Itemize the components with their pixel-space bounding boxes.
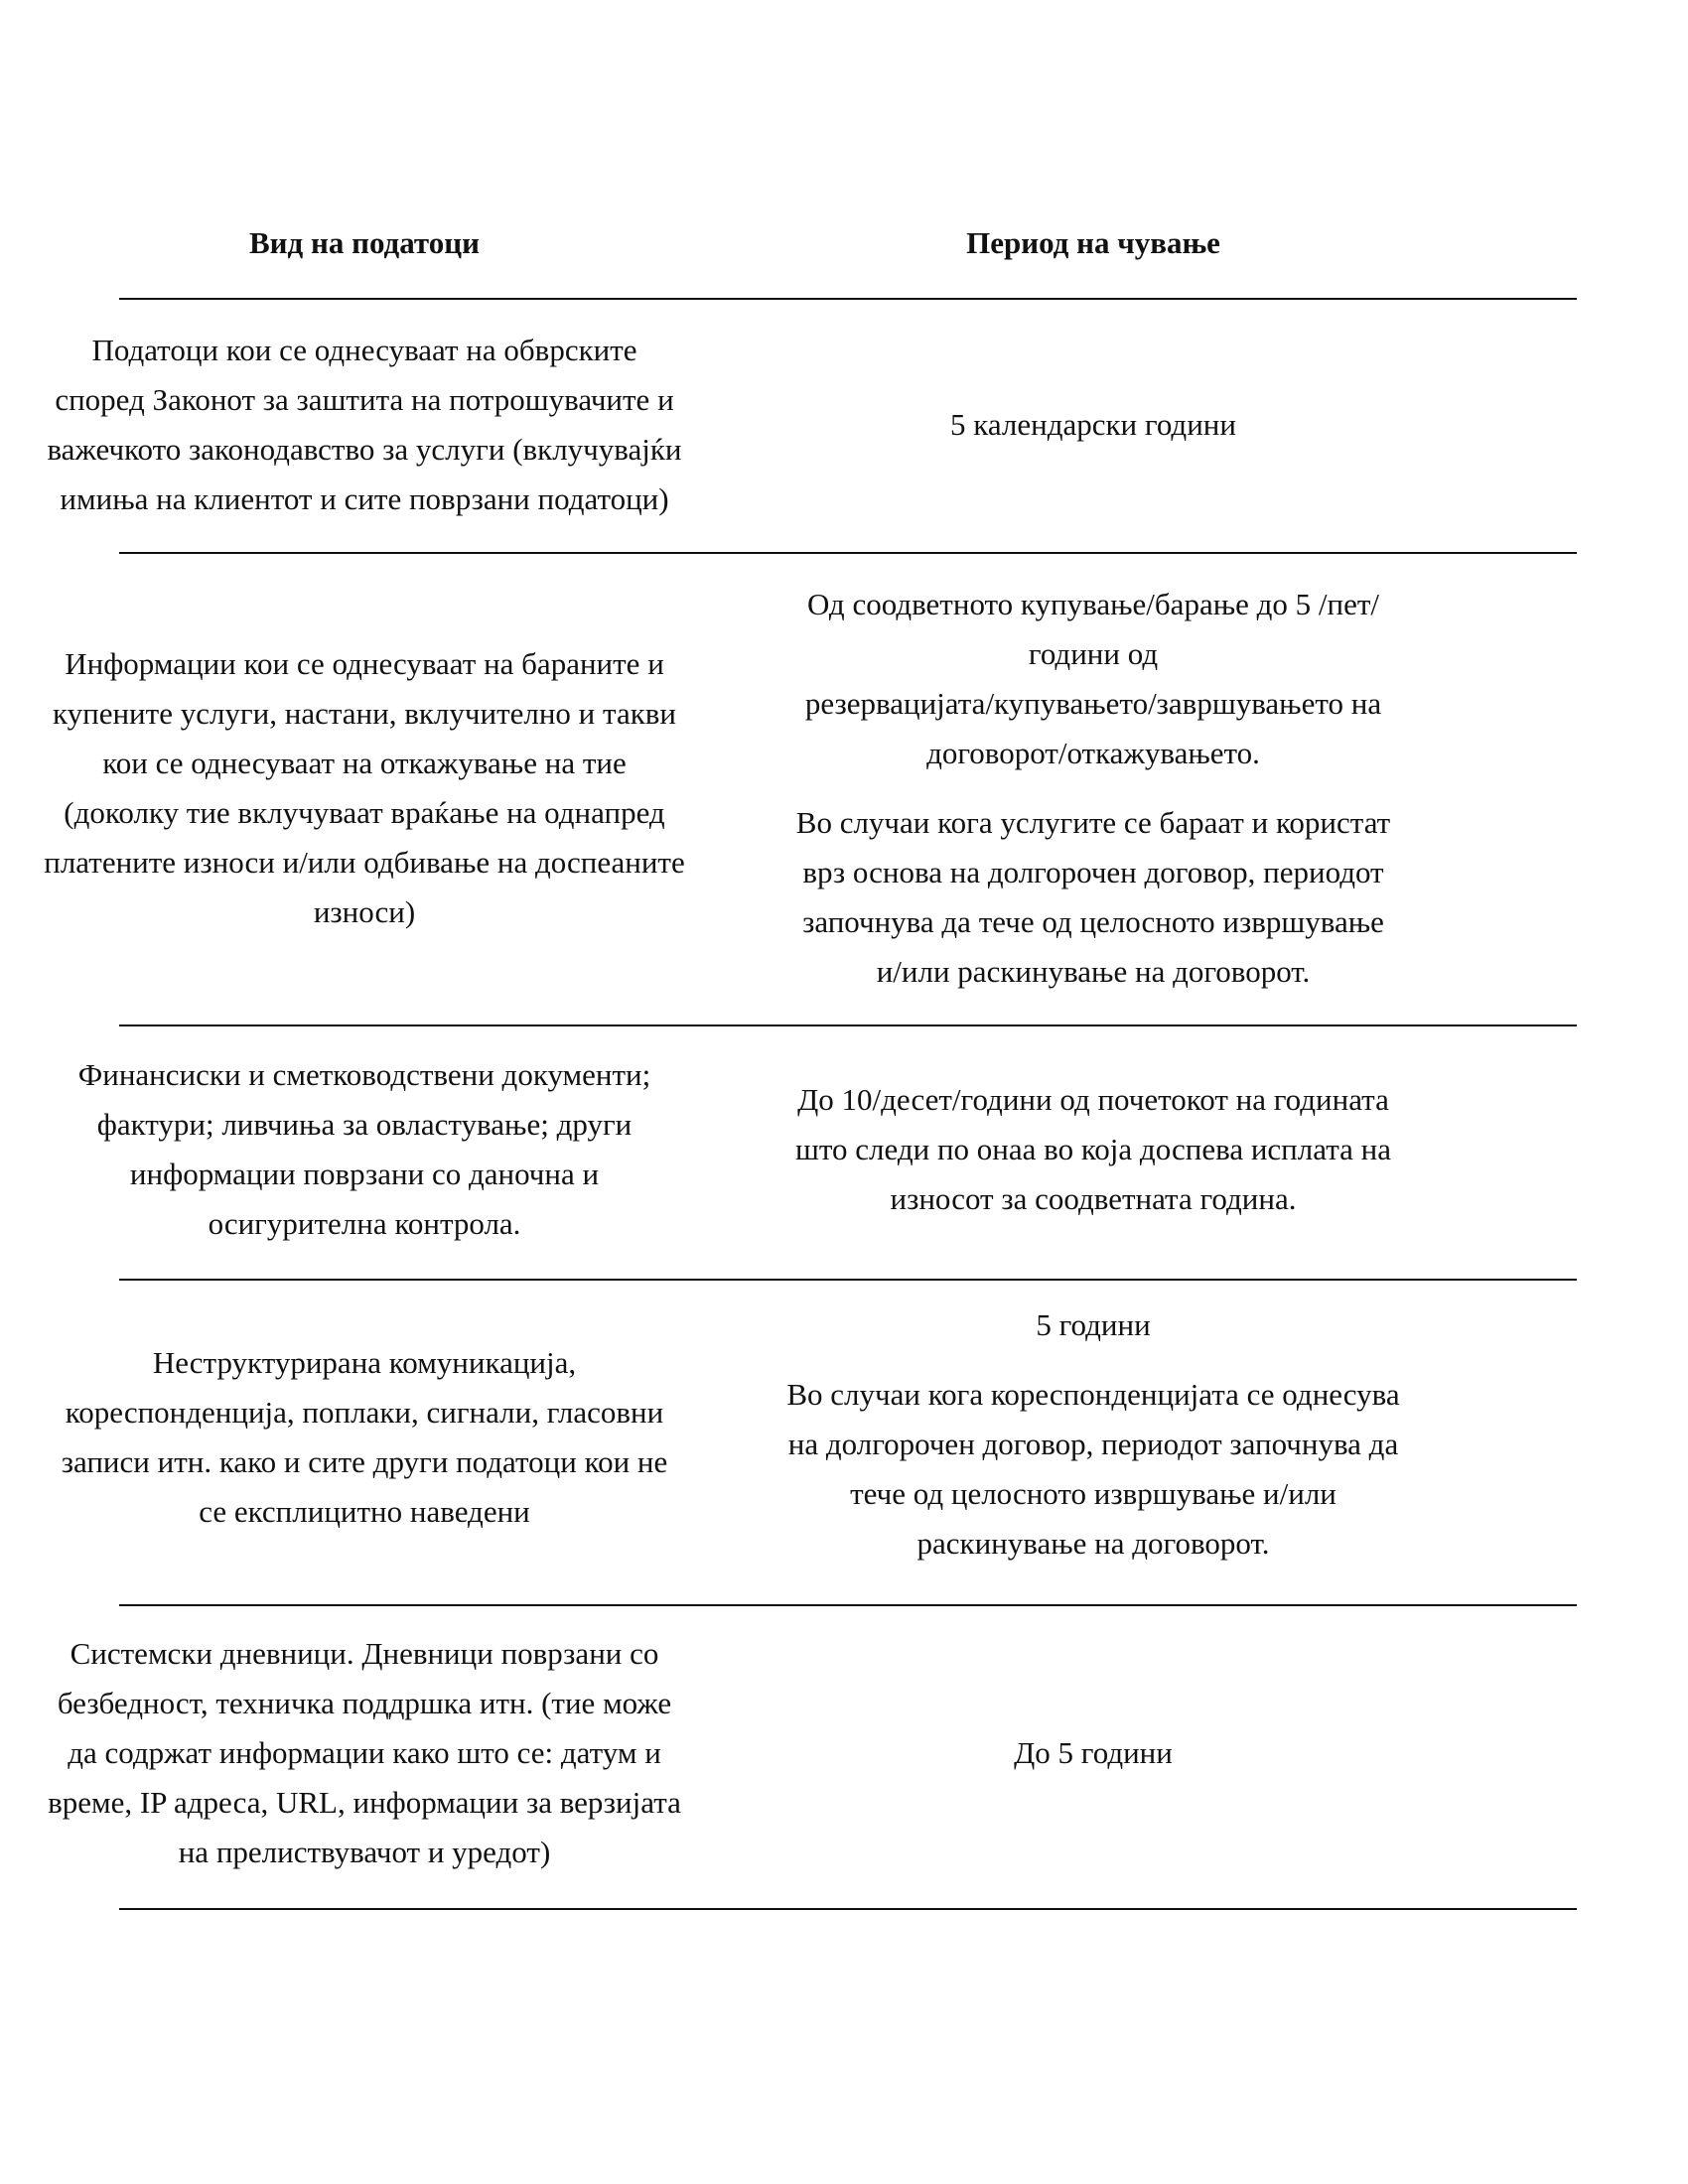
text-line: Од соодветното купување/барање до 5 /пет/ — [806, 587, 1380, 621]
text-line: До 10/десет/години од почетокот на годината — [797, 1082, 1389, 1117]
data-type-cell — [0, 1338, 729, 1537]
text-line: осигурителна контрола. — [208, 1206, 521, 1241]
text-line: време, IP адреса, URL, информации за верзијата — [48, 1785, 681, 1820]
text-line: 5 години — [1036, 1307, 1151, 1342]
retention-period-cell — [729, 1300, 1458, 1569]
text-line: имиња на клиентот и сите поврзани податоци) — [60, 481, 669, 516]
text-line: записи итн. како и сите други податоци кои не — [61, 1444, 668, 1479]
text-line: (доколку тие вклучуваат враќање на однапред — [64, 795, 665, 830]
retention-period-cell — [729, 400, 1458, 450]
text-line: да содржат информации како што се: датум и — [68, 1735, 661, 1770]
text-line: на прелиствувачот и уредот) — [178, 1835, 551, 1869]
data-type-cell — [0, 639, 729, 937]
retention-period-cell — [729, 1075, 1458, 1224]
retention-paragraph — [739, 1370, 1448, 1569]
text-line: фактури; ливчиња за овластување; други — [96, 1107, 633, 1142]
retention-period-cell — [729, 1728, 1458, 1778]
table-row — [0, 552, 1458, 1024]
text-line: Системски дневници. Дневници поврзани со — [70, 1636, 659, 1671]
text-line: Финансиски и сметководствени документи; — [77, 1057, 651, 1092]
text-line: резервацијата/купувањето/завршувањето на — [804, 686, 1382, 721]
text-line: безбедност, техничка поддршка итн. (тие може — [57, 1686, 672, 1720]
data-type-cell — [0, 326, 729, 524]
header-data-type: Вид на податоци — [249, 225, 480, 260]
text-line: важечкото законодавство за услуги (вклучувајќи — [47, 432, 682, 467]
text-line: договорот/откажувањето. — [926, 736, 1260, 770]
text-line: врз основа на долгорочен договор, периодот — [802, 855, 1384, 889]
text-line: и/или раскинување на договорот. — [876, 954, 1311, 989]
text-line: Неструктурирана комуникација, — [152, 1345, 577, 1380]
data-type-cell — [0, 1050, 729, 1249]
text-line: До 5 години — [1014, 1735, 1173, 1770]
text-line: Во случаи кога кореспонденцијата се однесува — [786, 1377, 1400, 1412]
text-line: Податоци кои се однесуваат на обврските — [91, 333, 637, 367]
text-line: износи) — [313, 894, 416, 929]
text-line: кои се однесуваат на откажување на тие — [102, 746, 627, 780]
text-line: се експлицитно наведени — [199, 1494, 530, 1529]
header-retention-period: Период на чување — [966, 225, 1220, 260]
text-line: платените износи и/или одбивање на доспеаните — [44, 845, 685, 880]
text-line: Информации кои се однесуваат на бараните и — [65, 646, 664, 681]
text-line: раскинување на договорот. — [916, 1526, 1270, 1561]
text-line: износот за соодветната година. — [890, 1181, 1297, 1216]
table-row — [0, 1024, 1458, 1279]
retention-paragraph — [739, 1300, 1448, 1350]
text-line: што следи по онаа во која доспева исплата на — [795, 1132, 1391, 1166]
table-header — [0, 218, 1458, 270]
text-line: купените услуги, настани, вклучително и такви — [53, 696, 676, 731]
text-line: 5 календарски години — [950, 407, 1236, 442]
table-row — [0, 1604, 1458, 1908]
table-row — [0, 298, 1458, 552]
text-line: започнува да тече од целосното извршување — [802, 904, 1384, 939]
retention-paragraph — [739, 798, 1448, 997]
text-line: информации поврзани со даночна и — [129, 1157, 600, 1191]
table-divider — [119, 1908, 1577, 1910]
retention-paragraph — [739, 580, 1448, 778]
text-line: Во случаи кога услугите се бараат и користат — [795, 805, 1391, 840]
text-line: според Законот за заштита на потрошувачите и — [55, 382, 674, 417]
data-type-cell — [0, 1629, 729, 1877]
text-line: кореспонденција, поплаки, сигнали, гласовни — [65, 1395, 664, 1430]
table-row — [0, 1279, 1458, 1604]
text-line: години од — [1028, 636, 1159, 671]
retention-period-cell — [729, 580, 1458, 997]
text-line: тече од целосното извршување и/или — [850, 1476, 1336, 1511]
text-line: на долгорочен договор, периодот започнува да — [787, 1427, 1399, 1461]
